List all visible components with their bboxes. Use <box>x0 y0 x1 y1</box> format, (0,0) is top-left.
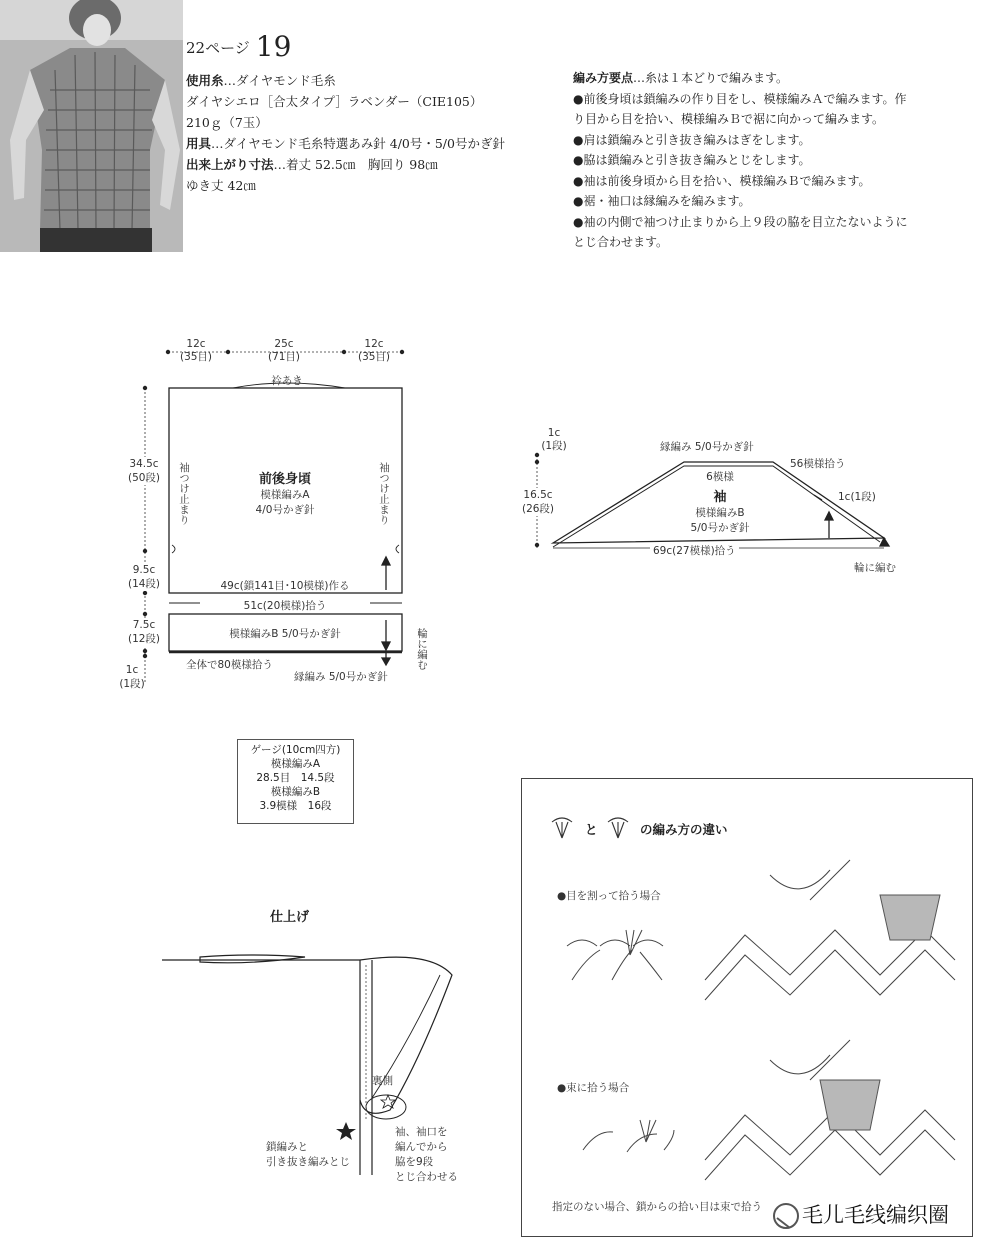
sleeve-pattern: 模様編みB <box>695 507 745 519</box>
gauge-a-label: 模様編みA <box>270 758 321 770</box>
yarn-text: …ダイヤモンド毛糸 <box>223 73 336 88</box>
yarn-amount: 210ｇ（7玉） <box>186 115 268 130</box>
instruction-point: ●袖の内側で袖つけ止まりから上９段の脇を目立たないようにとじ合わせます。 <box>573 214 908 249</box>
body-dim-h2: 9.5c (14段) <box>122 563 166 591</box>
gauge-b-value: 3.9模様 16段 <box>259 800 332 812</box>
total-pickup-label: 全体で80模様拾う <box>186 659 273 671</box>
sleeve-title: 袖 <box>713 490 727 505</box>
instruction-point: ●裾・袖口は縁編みを編みます。 <box>573 194 751 208</box>
yarn-detail: ダイヤシエロ［合太タイプ］ラベンダー（CIE105） <box>186 94 483 109</box>
seam-note: 鎖編みと 引き抜き編みとじ <box>266 1141 350 1168</box>
body-title: 前後身頃 <box>258 472 311 487</box>
body-hook: 4/0号かぎ針 <box>255 504 315 516</box>
neck-opening-label: 衿あき <box>271 375 303 387</box>
size-label: 出来上がり寸法 <box>186 157 274 172</box>
sleeve-repeats-label: 6模様 <box>706 471 734 483</box>
sleeve-seam-note: 袖、袖口を 編んでから 脇を9段 とじ合わせる <box>395 1126 458 1183</box>
stitch-difference-box <box>521 778 973 1237</box>
body-dim-h1: 34.5c (50段) <box>122 457 166 485</box>
instructions-intro: …糸は１本どりで編みます。 <box>633 71 789 85</box>
diff-case-bundle: ●束に拾う場合 <box>557 1082 630 1094</box>
instruction-point: ●脇は鎖編みと引き抜き編みとじをします。 <box>573 153 811 167</box>
sleeve-stop-left: 袖つけ止まり <box>178 462 190 525</box>
body-edging-label: 縁編み 5/0号かぎ針 <box>294 671 388 683</box>
sleeve-right-dim: 1c(1段) <box>838 491 876 503</box>
pattern-number: 19 <box>255 30 292 63</box>
body-dim-h3: 7.5c (12段) <box>122 618 166 646</box>
sleeve-pick-56-label: 56模様拾う <box>790 458 846 470</box>
foundation-chain-label: 49c(鎖141目･10模様)作る <box>220 580 350 592</box>
gauge-box <box>237 739 354 824</box>
finishing-title: 仕上げ <box>270 910 310 925</box>
sleeve-length: ゆき丈 42㎝ <box>186 178 256 193</box>
diff-and: と <box>585 822 598 837</box>
sleeve-dim-main: 16.5c (26段) <box>516 488 560 516</box>
diff-case-split: ●目を割って拾う場合 <box>557 890 661 902</box>
band-pattern-label: 模様編みB 5/0号かぎ針 <box>229 628 341 640</box>
size-text: …着丈 52.5㎝ 胸回り 98㎝ <box>273 157 438 172</box>
sleeve-dim-top: 1c (1段) <box>541 427 567 452</box>
body-dim-top-right: 12c (35目) <box>357 338 391 363</box>
instruction-point: ●前後身頃は鎖編みの作り目をし、模様編みＡで編みます。作り目から目を拾い、模様編みＢで裾に向かって編みます。 <box>573 91 907 126</box>
sleeve-edging-label: 縁編み 5/0号かぎ針 <box>660 441 754 453</box>
body-round-label: 輪に編む <box>416 628 428 670</box>
instruction-point: ●袖は前後身頃から目を拾い、模様編みＢで編みます。 <box>573 173 871 188</box>
watermark: 毛儿毛线编织圈 <box>802 1203 949 1227</box>
gauge-a-value: 28.5目 14.5段 <box>256 772 335 784</box>
body-dim-top-left: 12c (35目) <box>179 338 213 363</box>
gauge-title: ゲージ(10cm四方) <box>250 744 341 756</box>
sleeve-round-label: 輪に編む <box>854 562 896 574</box>
body-dim-top-mid: 25c (71目) <box>267 338 301 363</box>
wechat-icon <box>773 1203 799 1229</box>
page-ref: 22ページ <box>186 39 250 57</box>
yarn-label: 使用糸 <box>186 73 224 88</box>
diff-note: 指定のない場合、鎖からの拾い目は束で拾う <box>552 1201 762 1213</box>
sleeve-stop-right: 袖つけ止まり <box>378 462 390 525</box>
sleeve-bottom-label: 69c(27模様)拾う <box>650 543 739 558</box>
pickup-label: 51c(20模様)拾う <box>200 598 370 613</box>
body-pattern: 模様編みA <box>260 489 310 501</box>
gauge-b-label: 模様編みB <box>270 786 321 798</box>
instruction-point: ●肩は鎖編みと引き抜き編みはぎをします。 <box>573 132 811 147</box>
instructions-title: 編み方要点 <box>573 71 634 85</box>
inside-label: 裏側 <box>372 1075 393 1087</box>
sleeve-hook: 5/0号かぎ針 <box>690 522 750 534</box>
tools-label: 用具 <box>186 136 212 151</box>
body-dim-h4: 1c (1段) <box>119 664 145 690</box>
diff-title: の編み方の違い <box>640 822 728 837</box>
tools-text: …ダイヤモンド毛糸特選あみ針 4/0号・5/0号かぎ針 <box>211 136 505 151</box>
